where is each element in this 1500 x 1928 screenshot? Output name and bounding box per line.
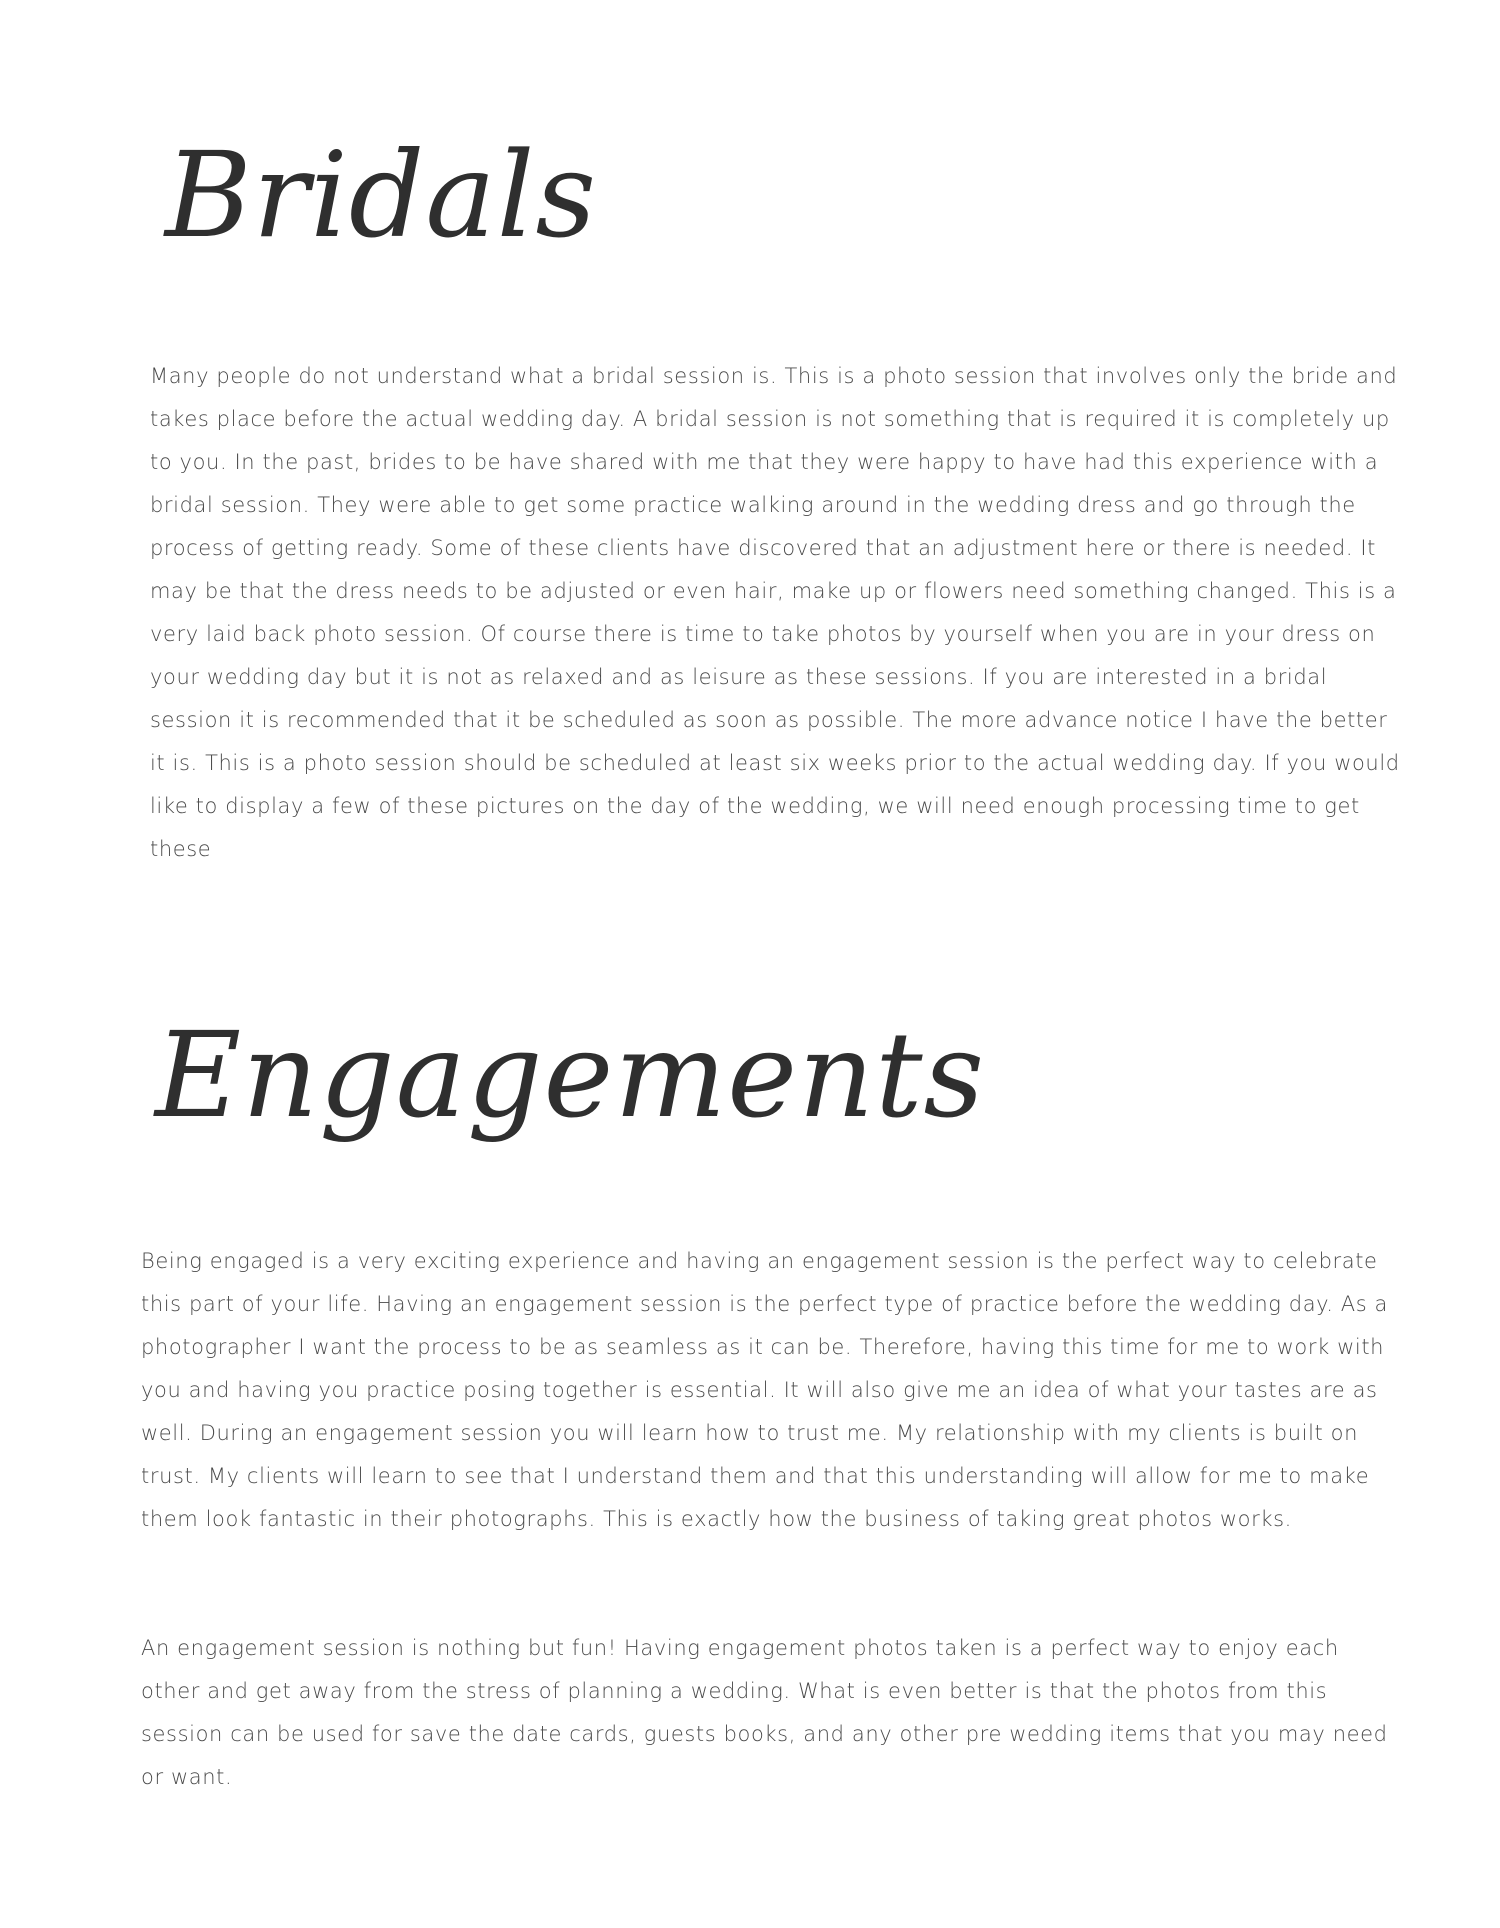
engagements-heading: Engagements	[155, 1006, 986, 1144]
engagements-paragraph-2: An engagement session is nothing but fun! Having engagement photos taken is a perfect way to enjoy each other and get away from the stress of planning a wedding. What is even better is that the photos from this session can be used for save the date cards, guests books, and any other pre wedding items that you may need or want.	[141, 1636, 1388, 1789]
bridals-heading: Bridals	[165, 126, 598, 264]
bridals-paragraph: Many people do not understand what a bridal session is. This is a photo session that involves only the bride and takes place before the actual wedding day. A bridal session is not something that is required it is completely up to you. In the past, brides to be have shared with me that they were happy to have had this experience with a bridal session. They were able to get some practice walking around in the wedding dress and go through the process of getting ready. Some of these clients have discovered that an adjustment here or there is needed. It may be that the dress needs to be adjusted or even hair, make up or flowers need something changed. This is a very laid back photo session. Of course there is time to take photos by yourself when you are in your dress on your wedding day but it is not as relaxed and as leisure as these sessions. If you are interested in a bridal session it is recommended that it be scheduled as soon as possible. The more advance notice I have the better it is. This is a photo session should be scheduled at least six weeks prior to the actual wedding day. If you would like to display a few of these pictures on the day of the wedding, we will need enough processing time to get these	[150, 364, 1400, 861]
engagements-paragraph-1: Being engaged is a very exciting experience and having an engagement session is the perfect way to celebrate this part of your life. Having an engagement session is the perfect type of practice before the wedding day. As a photographer I want the process to be as seamless as it can be. Therefore, having this time for me to work with you and having you practice posing together is essential. It will also give me an idea of what your tastes are as well. During an engagement session you will learn how to trust me. My relationship with my clients is built on trust. My clients will learn to see that I understand them and that this understanding will allow for me to make them look fantastic in their photographs. This is exactly how the business of taking great photos works.	[141, 1249, 1389, 1531]
